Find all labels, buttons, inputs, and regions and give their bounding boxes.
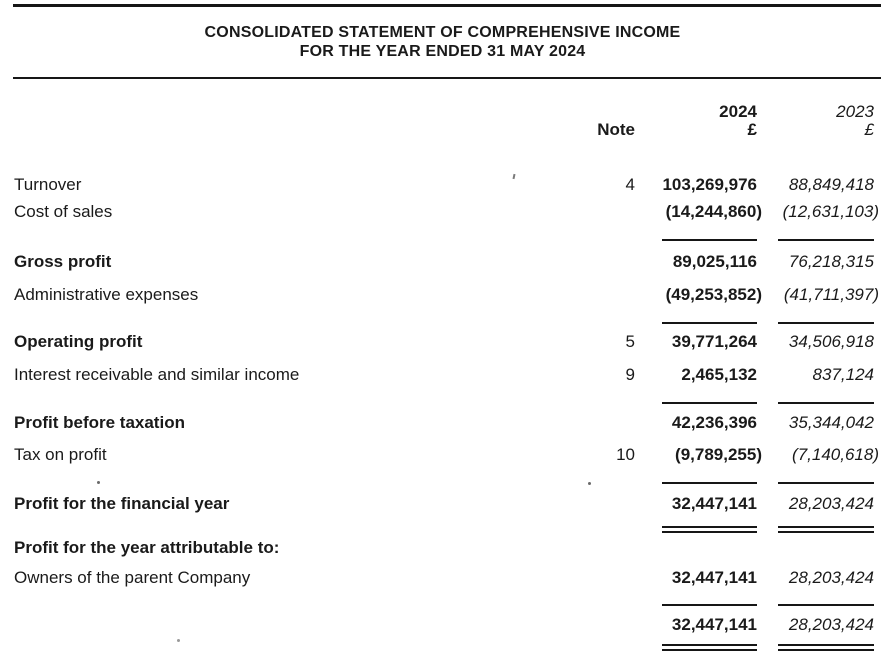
amount-2024-cell: (14,244,860) [665,202,762,221]
total-double-rule [0,526,885,533]
amount-2023-cell: 28,203,424 [788,568,874,587]
row-cost-of-sales [0,201,885,223]
statement-title-line1: CONSOLIDATED STATEMENT OF COMPREHENSIVE INCOME [204,24,681,41]
subtotal-rule [0,322,885,324]
row-attributable-heading [0,537,885,559]
note-cell: 4 [625,175,635,194]
row-interest-receivable [0,364,885,386]
amount-2023-cell: 35,344,042 [788,413,874,432]
amount-2024-cell: 42,236,396 [671,413,757,432]
row-label: Cost of sales [14,202,113,221]
currency-header-row [0,121,885,139]
amount-2024-cell: 32,447,141 [671,568,757,587]
row-label: Operating profit [14,332,143,351]
row-label: Tax on profit [14,445,107,464]
amount-2024-cell: 89,025,116 [672,252,757,271]
row-attributable-total [0,614,885,636]
row-label: Interest receivable and similar income [14,365,300,384]
row-label: Profit for the financial year [14,494,230,513]
amount-2023-cell: 76,218,315 [788,252,874,271]
column-header-year-2024: 2024 [719,102,757,121]
amount-2024-cell: (9,789,255) [675,445,762,464]
column-header-note: Note [597,120,635,139]
row-label: Turnover [14,175,82,194]
amount-2023-cell: 34,506,918 [788,332,874,351]
row-profit-before-taxation [0,412,885,434]
subtotal-rule [0,402,885,404]
amount-2023-cell: 88,849,418 [788,175,874,194]
amount-2024-cell: 103,269,976 [662,175,757,194]
scan-artifact [588,482,591,485]
note-cell: 5 [625,332,635,351]
amount-2023-cell: 28,203,424 [788,615,874,634]
row-label: Owners of the parent Company [14,568,251,587]
row-tax-on-profit [0,444,885,466]
row-profit-for-financial-year [0,493,885,515]
note-cell: 10 [616,445,635,464]
row-administrative-expenses [0,284,885,306]
amount-2024-cell: 2,465,132 [681,365,757,384]
amount-2024-cell: (49,253,852) [665,285,762,304]
amount-2023-cell: (7,140,618) [792,445,879,464]
statement-title-line2: FOR THE YEAR ENDED 31 MAY 2024 [299,43,586,60]
note-cell: 9 [625,365,635,384]
row-operating-profit [0,331,885,353]
row-label: Profit before taxation [14,413,185,432]
subtotal-rule [0,482,885,484]
amount-2023-cell: 28,203,424 [788,494,874,513]
year-header-row [0,103,885,121]
currency-symbol-2023: £ [864,120,874,139]
scan-artifact [97,481,100,484]
row-owners-of-parent [0,567,885,589]
amount-2024-cell: 32,447,141 [671,615,757,634]
scan-artifact [177,639,180,642]
total-double-rule [0,644,885,651]
amount-2023-cell: (12,631,103) [782,202,879,221]
top-border-rule [13,4,881,7]
header-border-rule [13,77,881,79]
row-label: Profit for the year attributable to: [14,538,280,557]
row-gross-profit [0,251,885,273]
subtotal-rule [0,239,885,241]
amount-2023-cell: 837,124 [812,365,874,384]
row-label: Gross profit [14,252,112,271]
row-label: Administrative expenses [14,285,199,304]
amount-2023-cell: (41,711,397) [783,285,879,304]
subtotal-rule [0,604,885,606]
column-header-year-2023: 2023 [836,102,874,121]
amount-2024-cell: 39,771,264 [671,332,757,351]
row-turnover [0,174,885,196]
currency-symbol-2024: £ [747,120,757,139]
amount-2024-cell: 32,447,141 [671,494,757,513]
